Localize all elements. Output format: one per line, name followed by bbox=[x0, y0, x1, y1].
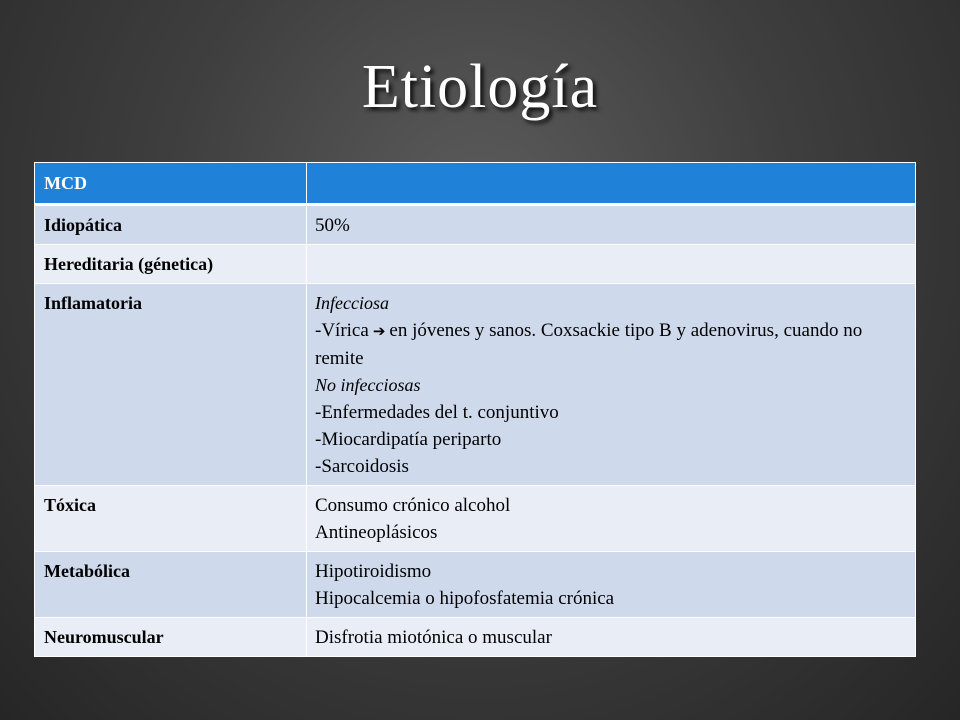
row-label-text: Inflamatoria bbox=[44, 293, 142, 313]
row-label bbox=[35, 284, 307, 486]
list-item: -Enfermedades del t. conjuntivo bbox=[315, 402, 559, 423]
row-label bbox=[35, 486, 307, 552]
etiology-table bbox=[34, 162, 916, 657]
table-row-idiopatica bbox=[35, 205, 916, 245]
slide-title: Etiología bbox=[361, 53, 599, 121]
table-row-hereditaria bbox=[35, 245, 916, 284]
virica-prefix: -Vírica bbox=[315, 320, 369, 341]
row-label: Idiopática bbox=[35, 205, 307, 245]
table-header-row bbox=[35, 163, 916, 205]
row-value bbox=[307, 284, 916, 486]
row-value bbox=[307, 552, 916, 618]
virica-line bbox=[315, 317, 907, 372]
virica-rest: en jóvenes y sanos. Coxsackie tipo B y adenovirus, cuando no remite bbox=[315, 320, 863, 369]
header-label-cell: MCD bbox=[35, 163, 307, 205]
row-value bbox=[307, 486, 916, 552]
list-item: -Sarcoidosis bbox=[315, 456, 409, 477]
row-label: Neuromuscular bbox=[35, 618, 307, 657]
metabolica-content bbox=[315, 552, 907, 617]
list-item: Hipotiroidismo bbox=[315, 561, 432, 582]
row-label-text: Metabólica bbox=[44, 561, 130, 581]
table-row-neuromuscular bbox=[35, 618, 916, 657]
list-item: -Miocardipatía periparto bbox=[315, 429, 502, 450]
header-value-cell bbox=[307, 163, 916, 205]
inflamatoria-content bbox=[315, 284, 907, 485]
row-value: Disfrotia miotónica o muscular bbox=[307, 618, 916, 657]
table-row-toxica bbox=[35, 486, 916, 552]
list-item: Antineoplásicos bbox=[315, 522, 438, 543]
row-label: Hereditaria (génetica) bbox=[35, 245, 307, 284]
infecciosa-heading: Infecciosa bbox=[315, 293, 389, 313]
list-item: Hipocalcemia o hipofosfatemia crónica bbox=[315, 588, 615, 609]
toxica-content bbox=[315, 486, 907, 551]
table-row-metabolica bbox=[35, 552, 916, 618]
row-value bbox=[307, 245, 916, 284]
list-item: Consumo crónico alcohol bbox=[315, 495, 511, 516]
right-arrow-icon: ➔ bbox=[372, 322, 386, 340]
row-label-text: Tóxica bbox=[44, 495, 96, 515]
no-infecciosas-heading: No infecciosas bbox=[315, 375, 421, 395]
row-label bbox=[35, 552, 307, 618]
row-value: 50% bbox=[307, 205, 916, 245]
table-row-inflamatoria bbox=[35, 284, 916, 486]
